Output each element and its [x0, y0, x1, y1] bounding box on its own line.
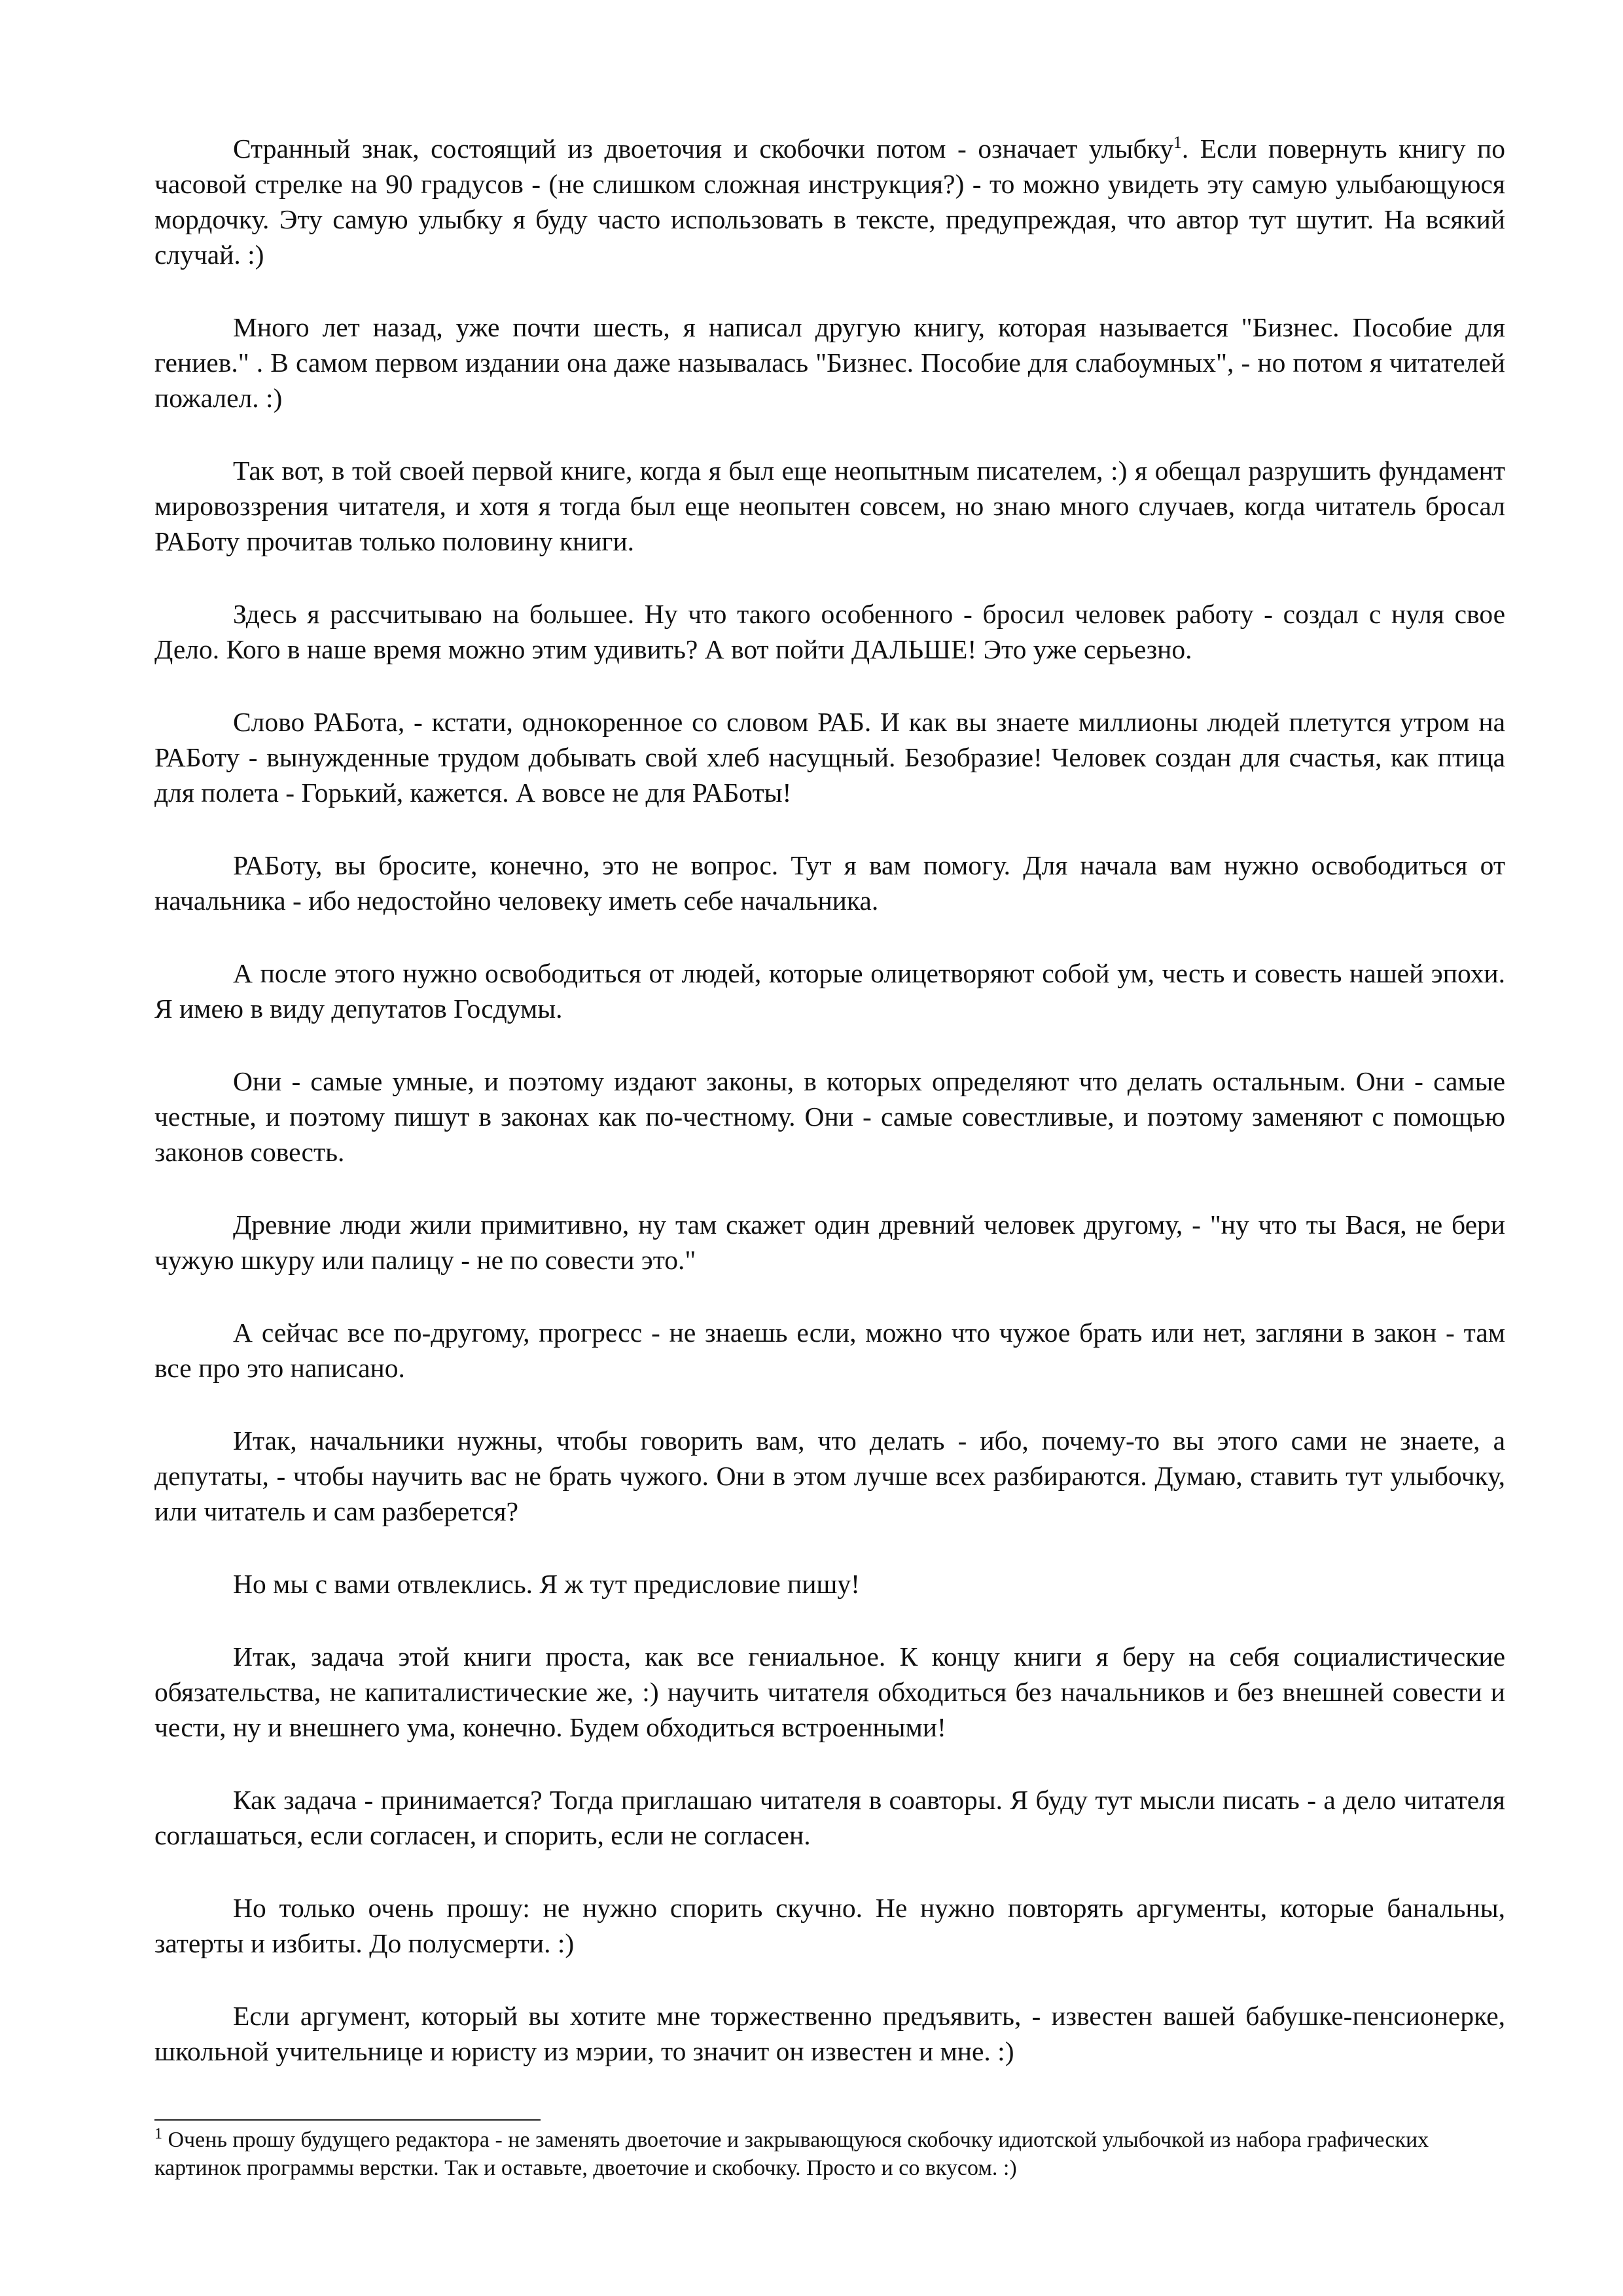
paragraph-15: Но только очень прошу: не нужно спорить скучно. Не нужно повторять аргументы, которые банальны, затерты и избиты. До полусмерти. :) [154, 1893, 1505, 1958]
paragraph-1 [154, 131, 1505, 272]
paragraph-6: РАБоту, вы бросите, конечно, это не вопрос. Тут я вам помогу. Для начала вам нужно освободиться от начальника - ибо недостойно человеку иметь себе начальника. [154, 850, 1505, 916]
paragraph-4: Здесь я рассчитываю на большее. Ну что такого особенного - бросил человек работу - создал с нуля свое Дело. Кого в наше время можно этим удивить? А вот пойти ДАЛЬШЕ! Это уже серьезно. [154, 599, 1505, 664]
document-body [154, 131, 1505, 2106]
footnote-text: Очень прошу будущего редактора - не заменять двоеточие и закрывающуюся скобочку идиотской улыбочкой из набора графических картинок программы верстки. Так и оставьте, двоеточие и скобочку. Просто и со вкусом. :) [154, 2128, 1429, 2180]
paragraph-2: Много лет назад, уже почти шесть, я написал другую книгу, которая называется "Бизнес. Пособие для гениев." . В самом первом издании она даже называлась "Бизнес. Пособие для слабоумных", - но потом я читателей пожалел. :) [154, 312, 1505, 413]
paragraph-11: Итак, начальники нужны, чтобы говорить вам, что делать - ибо, почему-то вы этого сами не знаете, а депутаты, - чтобы научить вас не брать чужого. Они в этом лучше всех разбираются. Думаю, ставить тут улыбочку, или читатель и сам разберется? [154, 1426, 1505, 1526]
paragraph-7: А после этого нужно освободиться от людей, которые олицетворяют собой ум, честь и совесть нашей эпохи. Я имею в виду депутатов Госдумы. [154, 958, 1505, 1024]
paragraph-1-text-after: . Если повернуть книгу по часовой стрелке на 90 градусов - (не слишком сложная инструкция?) - то можно увидеть эту самую улыбающуюся мордочку. Эту самую улыбку я буду часто использовать в тексте, предупреждая, что автор тут шутит. На всякий случай. :) [154, 134, 1505, 270]
paragraph-1-text-before: Странный знак, состоящий из двоеточия и скобочки потом - означает улыбку [233, 134, 1173, 164]
paragraph-3: Так вот, в той своей первой книге, когда я был еще неопытным писателем, :) я обещал разрушить фундамент мировоззрения читателя, и хотя я тогда был еще неопытен совсем, но знаю много случаев, когда читатель бросал РАБоту прочитав только половину книги. [154, 456, 1505, 556]
footnote [154, 2126, 1505, 2182]
paragraph-12: Но мы с вами отвлеклись. Я ж тут предисловие пишу! [233, 1569, 860, 1599]
paragraph-5: Слово РАБота, - кстати, однокоренное со словом РАБ. И как вы знаете миллионы людей плетутся утром на РАБоту - вынужденные трудом добывать свой хлеб насущный. Безобразие! Человек создан для счастья, как птица для полета - Горький, кажется. А вовсе не для РАБоты! [154, 707, 1505, 808]
footnote-reference[interactable]: 1 [1173, 133, 1182, 152]
footnote-separator [154, 2119, 541, 2121]
paragraph-16: Если аргумент, который вы хотите мне торжественно предъявить, - известен вашей бабушке-пенсионерке, школьной учительнице и юристу из мэрии, то значит он известен и мне. :) [154, 2001, 1505, 2066]
paragraph-9: Древние люди жили примитивно, ну там скажет один древний человек другому, - "ну что ты Вася, не бери чужую шкуру или палицу - не по совести это." [154, 1210, 1505, 1275]
footnote-marker: 1 [154, 2125, 162, 2143]
paragraph-13: Итак, задача этой книги проста, как все гениальное. К концу книги я беру на себя социалистические обязательства, не капиталистические же, :) научить читателя обходиться без начальников и без внешней совести и чести, ну и внешнего ума, конечно. Будем обходиться встроенными! [154, 1641, 1505, 1742]
paragraph-10: А сейчас все по-другому, прогресс - не знаешь если, можно что чужое брать или нет, загляни в закон - там все про это написано. [154, 1318, 1505, 1383]
paragraph-14: Как задача - принимается? Тогда приглашаю читателя в соавторы. Я буду тут мысли писать - а дело читателя соглашаться, если согласен, и спорить, если не согласен. [154, 1785, 1505, 1850]
paragraph-8: Они - самые умные, и поэтому издают законы, в которых определяют что делать остальным. Они - самые честные, и поэтому пишут в законах как по-честному. Они - самые совестливые, и поэтому заменяют с помощью законов совесть. [154, 1066, 1505, 1167]
